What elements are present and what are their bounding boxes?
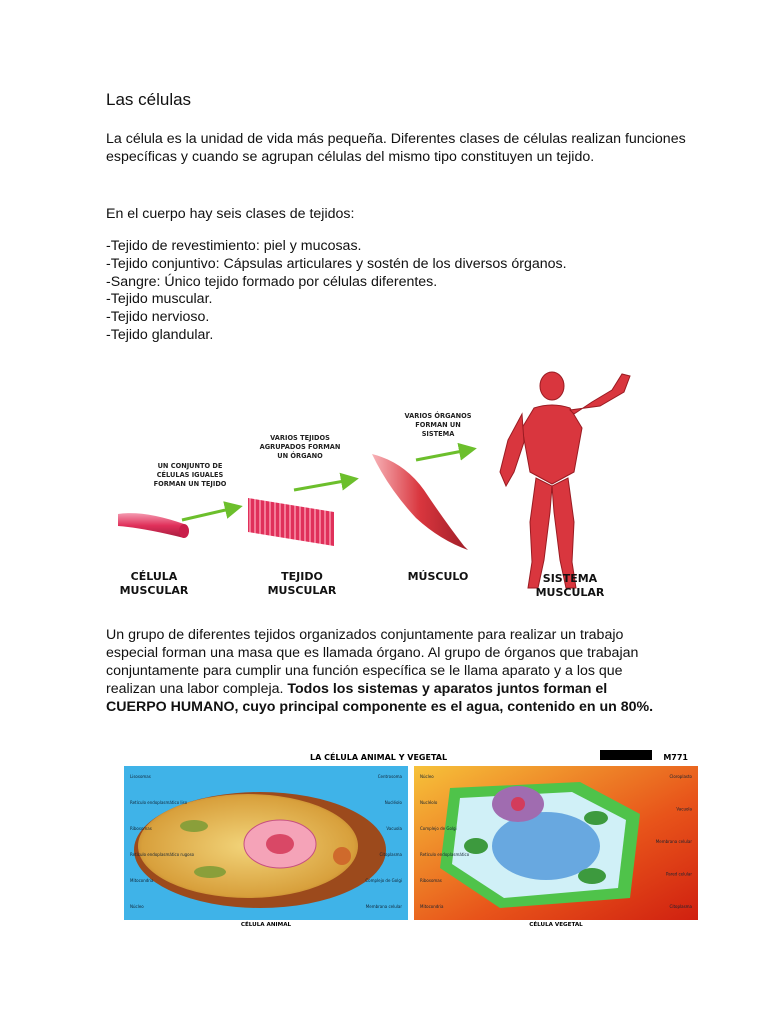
organelle-label: Complejo de Golgi [365, 878, 402, 883]
note-text: FORMAN UN [415, 421, 461, 429]
arrow-icon [182, 508, 234, 520]
list-item: -Tejido de revestimiento: piel y mucosas. [106, 238, 362, 254]
note-text: UN ÓRGANO [277, 452, 323, 460]
caption-system: SISTEMA [542, 572, 598, 585]
note-text: VARIOS TEJIDOS [270, 434, 330, 442]
tissue-list [106, 238, 567, 345]
caption-cell: MUSCULAR [119, 584, 189, 597]
organelle-label: Retículo endoplasmático [420, 852, 470, 857]
organelle-label: Centrosoma [377, 774, 402, 779]
organelle-label: Lisosomas [130, 774, 151, 779]
muscle-organ-image [372, 454, 468, 550]
list-item: -Tejido nervioso. [106, 309, 210, 326]
organelle-label: Citoplasma [379, 852, 402, 857]
organelle-label: Nucléolo [420, 800, 438, 805]
organelle-label: Citoplasma [669, 904, 692, 909]
arrow-icon [416, 450, 468, 460]
muscle-tissue-image [248, 498, 334, 546]
diagram-code: M771 [663, 753, 688, 762]
organelle-label: Mitocondria [130, 878, 154, 883]
organs-paragraph [106, 626, 666, 716]
caption-system: MUSCULAR [535, 586, 605, 599]
list-item: -Tejido muscular. [106, 291, 213, 308]
intro-paragraph: La célula es la unidad de vida más pequeña. Diferentes clases de células realizan funciones específicas y cuando se agrupan células del mismo tipo constituyen un tejido. [106, 131, 686, 165]
note-text: FORMAN UN TEJIDO [153, 480, 227, 488]
organelle-label: Pared celular [665, 871, 692, 877]
organelle-label: Ribosomas [130, 826, 152, 831]
organelle-label: Complejo de Golgi [420, 826, 457, 831]
plant-caption: CÉLULA VEGETAL [529, 922, 583, 928]
organelle-label: Nucléolo [384, 800, 402, 805]
organs-text: Un grupo de diferentes tejidos organizados conjuntamente para realizar un trabajo especial forman una masa que es llamada órgano. Al grupo de órganos que trabajan conjuntamente para cumplir una función específica se le llama aparato y a los que realizan una labor compleja. [106, 627, 639, 697]
muscular-system-image [500, 372, 630, 588]
muscle-cell-image [118, 513, 189, 538]
arrow-icon [294, 480, 350, 490]
organelle-label: Mitocondria [420, 904, 444, 909]
list-item: -Tejido glandular. [106, 326, 214, 343]
organelle-label: Retículo endoplasmático rugoso [130, 852, 195, 857]
organelle-label: Membrana celular [655, 839, 692, 844]
organelle-label: Núcleo [130, 904, 144, 909]
note-text: CÉLULAS IGUALES [156, 471, 224, 479]
tissues-heading: En el cuerpo hay seis clases de tejidos: [106, 206, 355, 222]
caption-muscle: MÚSCULO [407, 570, 469, 583]
organelle-label: Retículo endoplasmático liso [130, 800, 188, 805]
caption-tissue: TEJIDO [281, 570, 323, 583]
caption-tissue: MUSCULAR [267, 584, 337, 597]
diagram-header: LA CÉLULA ANIMAL Y VEGETAL [310, 753, 448, 762]
note-text: UN CONJUNTO DE [157, 462, 223, 470]
note-text: AGRUPADOS FORMAN [259, 443, 341, 451]
cell-diagram-figure [110, 748, 710, 930]
organelle-label: Cloroplasto [669, 774, 692, 779]
human-body-statement: Todos los sistemas y aparatos juntos forman el CUERPO HUMANO, cuyo principal componente es el agua, contenido en un 80%. [106, 681, 654, 715]
note-text: VARIOS ÓRGANOS [404, 412, 472, 420]
muscle-hierarchy-figure [104, 362, 664, 612]
organelle-label: Ribosomas [420, 878, 442, 883]
organelle-label: Vacuola [386, 826, 402, 831]
organelle-label: Vacuola [676, 806, 692, 812]
page-title: Las células [106, 90, 192, 109]
plant-cell-panel [414, 766, 698, 928]
list-item: -Tejido conjuntivo: Cápsulas articulares y sostén de los diversos órganos. [106, 255, 567, 272]
caption-cell: CÉLULA [130, 570, 178, 583]
animal-caption: CÉLULA ANIMAL [240, 922, 292, 928]
organelle-label: Membrana celular [365, 904, 402, 909]
note-text: SISTEMA [421, 430, 455, 438]
list-item: -Sangre: Único tejido formado por células diferentes. [106, 273, 438, 290]
organelle-label: Núcleo [420, 774, 434, 779]
